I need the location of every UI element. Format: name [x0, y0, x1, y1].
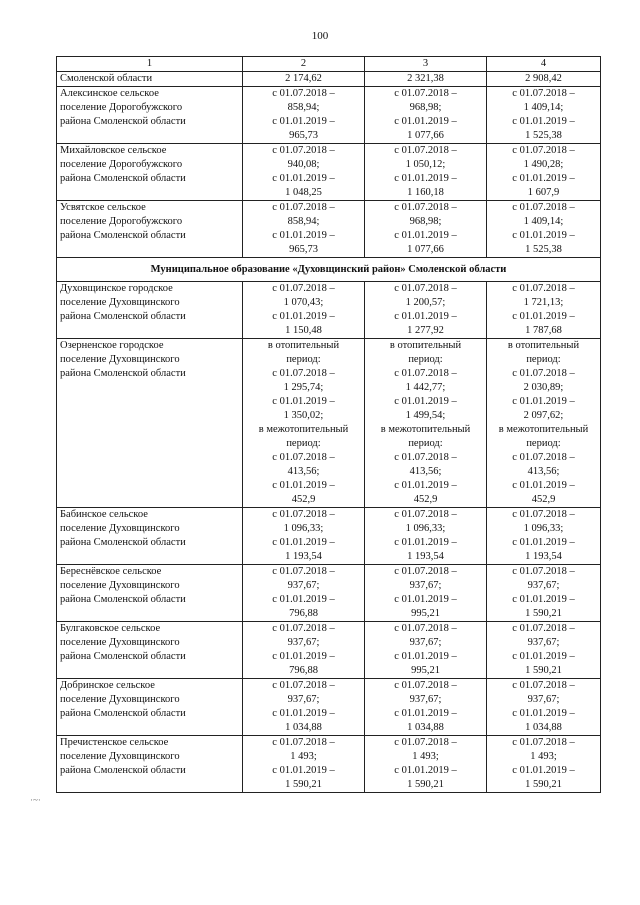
value-line: в межотопительный — [380, 424, 471, 435]
value-line: с 01.07.2018 – — [512, 283, 575, 294]
value-line: 965,73 — [289, 244, 318, 255]
value-line: с 01.01.2019 – — [512, 480, 575, 491]
value-line: с 01.07.2018 – — [512, 680, 575, 691]
tariff-cell-col2 — [243, 622, 365, 679]
value-line: с 01.01.2019 – — [272, 594, 335, 605]
table-row — [57, 339, 601, 508]
value-line: с 01.07.2018 – — [394, 452, 457, 463]
column-number-row — [57, 57, 601, 72]
name-line: района Смоленской области — [60, 708, 186, 719]
value-line: 1 525,38 — [525, 244, 562, 255]
tariff-cell-col2 — [243, 339, 365, 508]
settlement-name-cell — [57, 565, 243, 622]
value-line: 1 721,13; — [523, 297, 564, 308]
value-line: 937,67; — [527, 580, 560, 591]
value-line: с 01.01.2019 – — [394, 311, 457, 322]
name-line: Пречистенское сельское — [60, 737, 169, 748]
value-line: с 01.07.2018 – — [394, 737, 457, 748]
tariff-cell-col3 — [365, 72, 487, 87]
settlement-name-cell — [57, 144, 243, 201]
name-line: поселение Духовщинского — [60, 637, 180, 648]
margin-mark: ·~· — [30, 795, 41, 805]
settlement-name-cell — [57, 736, 243, 793]
name-line: Бабинское сельское — [60, 509, 148, 520]
name-line: поселение Духовщинского — [60, 354, 180, 365]
value-line: в межотопительный — [258, 424, 349, 435]
name-line: района Смоленской области — [60, 116, 186, 127]
value-line: в отопительный — [267, 340, 340, 351]
value-line: 1 295,74; — [283, 382, 324, 393]
value-line: с 01.01.2019 – — [394, 765, 457, 776]
value-line: 940,08; — [287, 159, 320, 170]
tariff-cell-col3 — [365, 622, 487, 679]
name-line: поселение Духовщинского — [60, 297, 180, 308]
settlement-name-cell — [57, 87, 243, 144]
value-line: 413,56; — [527, 466, 560, 477]
name-line: поселение Духовщинского — [60, 751, 180, 762]
value-line: 2 908,42 — [525, 73, 562, 84]
value-line: с 01.07.2018 – — [512, 368, 575, 379]
value-line: 1 409,14; — [523, 102, 564, 113]
name-line: Смоленской области — [60, 73, 153, 84]
value-line: 858,94; — [287, 102, 320, 113]
value-line: 937,67; — [287, 637, 320, 648]
value-line: 2 321,38 — [407, 73, 444, 84]
value-line: с 01.01.2019 – — [512, 765, 575, 776]
tariff-cell-col4 — [487, 72, 601, 87]
value-line: с 01.01.2019 – — [272, 480, 335, 491]
value-line: 1 193,54 — [525, 551, 562, 562]
value-line: с 01.01.2019 – — [512, 116, 575, 127]
value-line: 1 034,88 — [285, 722, 322, 733]
page-number: 100 — [311, 30, 329, 42]
value-line: 1 077,66 — [407, 244, 444, 255]
value-line: 858,94; — [287, 216, 320, 227]
tariff-cell-col4 — [487, 622, 601, 679]
value-line: 1 096,33; — [283, 523, 324, 534]
value-line: с 01.07.2018 – — [272, 452, 335, 463]
table-row — [57, 87, 601, 144]
value-line: 2 174,62 — [285, 73, 322, 84]
tariff-cell-col4 — [487, 736, 601, 793]
value-line: с 01.01.2019 – — [512, 708, 575, 719]
value-line: с 01.07.2018 – — [272, 283, 335, 294]
section-header-row — [57, 258, 601, 282]
value-line: 937,67; — [527, 637, 560, 648]
value-line: 1 350,02; — [283, 410, 324, 421]
value-line: 1 493; — [290, 751, 317, 762]
value-line: 1 096,33; — [523, 523, 564, 534]
value-line: с 01.01.2019 – — [272, 708, 335, 719]
tariff-cell-col3 — [365, 201, 487, 258]
name-line: Озерненское городское — [60, 340, 164, 351]
tariff-cell-col3 — [365, 679, 487, 736]
table-row — [57, 565, 601, 622]
table-body — [57, 72, 601, 793]
value-line: с 01.07.2018 – — [272, 88, 335, 99]
value-line: 1 193,54 — [407, 551, 444, 562]
value-line: с 01.01.2019 – — [394, 651, 457, 662]
value-line: 1 442,77; — [405, 382, 446, 393]
name-line: поселение Духовщинского — [60, 694, 180, 705]
tariff-cell-col4 — [487, 201, 601, 258]
tariff-cell-col2 — [243, 565, 365, 622]
value-line: 1 490,28; — [523, 159, 564, 170]
value-line: с 01.01.2019 – — [272, 651, 335, 662]
value-line: 1 493; — [530, 751, 557, 762]
value-line: с 01.01.2019 – — [512, 396, 575, 407]
value-line: 1 200,57; — [405, 297, 446, 308]
name-line: Береснёвское сельское — [60, 566, 162, 577]
name-line: района Смоленской области — [60, 368, 186, 379]
value-line: 796,88 — [289, 608, 318, 619]
value-line: 937,67; — [409, 694, 442, 705]
value-line: 937,67; — [287, 580, 320, 591]
column-number-1: 1 — [57, 57, 243, 72]
value-line: с 01.07.2018 – — [272, 509, 335, 520]
value-line: с 01.07.2018 – — [512, 737, 575, 748]
tariff-cell-col4 — [487, 508, 601, 565]
tariff-cell-col4 — [487, 565, 601, 622]
value-line: с 01.07.2018 – — [394, 202, 457, 213]
value-line: с 01.07.2018 – — [394, 509, 457, 520]
value-line: с 01.07.2018 – — [394, 566, 457, 577]
tariff-cell-col3 — [365, 508, 487, 565]
value-line: 1 050,12; — [405, 159, 446, 170]
value-line: с 01.07.2018 – — [512, 566, 575, 577]
value-line: 796,88 — [289, 665, 318, 676]
tariff-cell-col3 — [365, 565, 487, 622]
value-line: в межотопительный — [498, 424, 589, 435]
value-line: 1 077,66 — [407, 130, 444, 141]
name-line: района Смоленской области — [60, 230, 186, 241]
value-line: 1 160,18 — [407, 187, 444, 198]
value-line: с 01.01.2019 – — [272, 230, 335, 241]
value-line: с 01.01.2019 – — [394, 708, 457, 719]
value-line: 965,73 — [289, 130, 318, 141]
value-line: с 01.01.2019 – — [512, 311, 575, 322]
value-line: 1 590,21 — [525, 665, 562, 676]
value-line: с 01.01.2019 – — [272, 116, 335, 127]
value-line: 413,56; — [287, 466, 320, 477]
value-line: период: — [526, 438, 561, 449]
settlement-name-cell — [57, 201, 243, 258]
settlement-name-cell — [57, 72, 243, 87]
name-line: поселение Духовщинского — [60, 523, 180, 534]
value-line: с 01.01.2019 – — [272, 537, 335, 548]
tariff-table — [56, 56, 601, 793]
value-line: 2 097,62; — [523, 410, 564, 421]
value-line: 1 048,25 — [285, 187, 322, 198]
tariff-cell-col3 — [365, 282, 487, 339]
value-line: 1 277,92 — [407, 325, 444, 336]
value-line: с 01.01.2019 – — [272, 396, 335, 407]
value-line: с 01.07.2018 – — [394, 368, 457, 379]
value-line: 1 787,68 — [525, 325, 562, 336]
settlement-name-cell — [57, 679, 243, 736]
tariff-cell-col4 — [487, 282, 601, 339]
value-line: 452,9 — [531, 494, 556, 505]
value-line: период: — [408, 438, 443, 449]
table-row — [57, 508, 601, 565]
value-line: с 01.07.2018 – — [272, 737, 335, 748]
settlement-name-cell — [57, 339, 243, 508]
value-line: 1 070,43; — [283, 297, 324, 308]
name-line: поселение Дорогобужского — [60, 159, 183, 170]
value-line: 1 096,33; — [405, 523, 446, 534]
tariff-cell-col2 — [243, 87, 365, 144]
value-line: 1 499,54; — [405, 410, 446, 421]
value-line: с 01.07.2018 – — [272, 202, 335, 213]
section-title: Муниципальное образование «Духовщинский район» Смоленской области — [57, 258, 601, 282]
value-line: с 01.07.2018 – — [394, 680, 457, 691]
value-line: 413,56; — [409, 466, 442, 477]
value-line: 937,67; — [409, 580, 442, 591]
settlement-name-cell — [57, 622, 243, 679]
column-number-3: 3 — [365, 57, 487, 72]
tariff-cell-col2 — [243, 736, 365, 793]
value-line: с 01.01.2019 – — [512, 594, 575, 605]
value-line: 1 590,21 — [525, 608, 562, 619]
name-line: района Смоленской области — [60, 537, 186, 548]
name-line: района Смоленской области — [60, 311, 186, 322]
value-line: 452,9 — [291, 494, 316, 505]
value-line: 1 590,21 — [525, 779, 562, 790]
value-line: с 01.01.2019 – — [394, 173, 457, 184]
value-line: 1 034,88 — [407, 722, 444, 733]
value-line: период: — [408, 354, 443, 365]
name-line: района Смоленской области — [60, 594, 186, 605]
tariff-cell-col4 — [487, 679, 601, 736]
value-line: с 01.01.2019 – — [512, 173, 575, 184]
tariff-cell-col2 — [243, 679, 365, 736]
value-line: с 01.01.2019 – — [272, 311, 335, 322]
tariff-cell-col3 — [365, 87, 487, 144]
name-line: Добринское сельское — [60, 680, 155, 691]
value-line: с 01.07.2018 – — [272, 145, 335, 156]
name-line: поселение Дорогобужского — [60, 216, 183, 227]
value-line: 1 493; — [412, 751, 439, 762]
settlement-name-cell — [57, 508, 243, 565]
settlement-name-cell — [57, 282, 243, 339]
value-line: с 01.01.2019 – — [512, 651, 575, 662]
value-line: с 01.01.2019 – — [394, 594, 457, 605]
value-line: с 01.01.2019 – — [512, 230, 575, 241]
tariff-cell-col2 — [243, 282, 365, 339]
value-line: 937,67; — [409, 637, 442, 648]
value-line: 1 034,88 — [525, 722, 562, 733]
tariff-cell-col4 — [487, 339, 601, 508]
tariff-cell-col3 — [365, 736, 487, 793]
name-line: поселение Дорогобужского — [60, 102, 183, 113]
value-line: с 01.07.2018 – — [394, 145, 457, 156]
name-line: поселение Духовщинского — [60, 580, 180, 591]
value-line: 1 150,48 — [285, 325, 322, 336]
value-line: период: — [526, 354, 561, 365]
table-row — [57, 72, 601, 87]
value-line: 995,21 — [411, 665, 440, 676]
table-row — [57, 282, 601, 339]
name-line: Михайловское сельское — [60, 145, 167, 156]
value-line: период: — [286, 438, 321, 449]
name-line: района Смоленской области — [60, 765, 186, 776]
value-line: 1 409,14; — [523, 216, 564, 227]
value-line: с 01.07.2018 – — [272, 566, 335, 577]
name-line: района Смоленской области — [60, 173, 186, 184]
value-line: в отопительный — [507, 340, 580, 351]
value-line: 937,67; — [287, 694, 320, 705]
table-row — [57, 679, 601, 736]
value-line: с 01.07.2018 – — [512, 452, 575, 463]
tariff-cell-col2 — [243, 144, 365, 201]
value-line: 968,98; — [409, 102, 442, 113]
name-line: Алексинское сельское — [60, 88, 159, 99]
name-line: Духовщинское городское — [60, 283, 173, 294]
table-row — [57, 144, 601, 201]
tariff-cell-col2 — [243, 201, 365, 258]
tariff-cell-col3 — [365, 339, 487, 508]
value-line: 1 607,9 — [527, 187, 560, 198]
name-line: Усвятское сельское — [60, 202, 146, 213]
value-line: с 01.07.2018 – — [272, 623, 335, 634]
value-line: 1 193,54 — [285, 551, 322, 562]
value-line: 1 590,21 — [407, 779, 444, 790]
tariff-cell-col2 — [243, 72, 365, 87]
value-line: с 01.07.2018 – — [272, 680, 335, 691]
column-number-2: 2 — [243, 57, 365, 72]
tariff-cell-col4 — [487, 144, 601, 201]
tariff-cell-col3 — [365, 144, 487, 201]
value-line: 2 030,89; — [523, 382, 564, 393]
value-line: с 01.01.2019 – — [394, 480, 457, 491]
value-line: с 01.07.2018 – — [512, 623, 575, 634]
value-line: с 01.07.2018 – — [512, 202, 575, 213]
value-line: с 01.07.2018 – — [394, 623, 457, 634]
value-line: 937,67; — [527, 694, 560, 705]
name-line: района Смоленской области — [60, 651, 186, 662]
value-line: с 01.07.2018 – — [394, 283, 457, 294]
value-line: 452,9 — [413, 494, 438, 505]
value-line: с 01.01.2019 – — [394, 230, 457, 241]
value-line: в отопительный — [389, 340, 462, 351]
table-row — [57, 622, 601, 679]
tariff-cell-col4 — [487, 87, 601, 144]
value-line: с 01.01.2019 – — [512, 537, 575, 548]
value-line: с 01.07.2018 – — [394, 88, 457, 99]
value-line: 1 525,38 — [525, 130, 562, 141]
value-line: 1 590,21 — [285, 779, 322, 790]
value-line: с 01.07.2018 – — [272, 368, 335, 379]
column-number-4: 4 — [487, 57, 601, 72]
table-row — [57, 201, 601, 258]
value-line: с 01.07.2018 – — [512, 88, 575, 99]
value-line: период: — [286, 354, 321, 365]
value-line: с 01.01.2019 – — [272, 765, 335, 776]
tariff-cell-col2 — [243, 508, 365, 565]
value-line: с 01.01.2019 – — [394, 116, 457, 127]
value-line: с 01.01.2019 – — [394, 396, 457, 407]
name-line: Булгаковское сельское — [60, 623, 161, 634]
value-line: с 01.01.2019 – — [272, 173, 335, 184]
value-line: с 01.07.2018 – — [512, 509, 575, 520]
table-row — [57, 736, 601, 793]
value-line: 995,21 — [411, 608, 440, 619]
value-line: 968,98; — [409, 216, 442, 227]
value-line: с 01.01.2019 – — [394, 537, 457, 548]
value-line: с 01.07.2018 – — [512, 145, 575, 156]
